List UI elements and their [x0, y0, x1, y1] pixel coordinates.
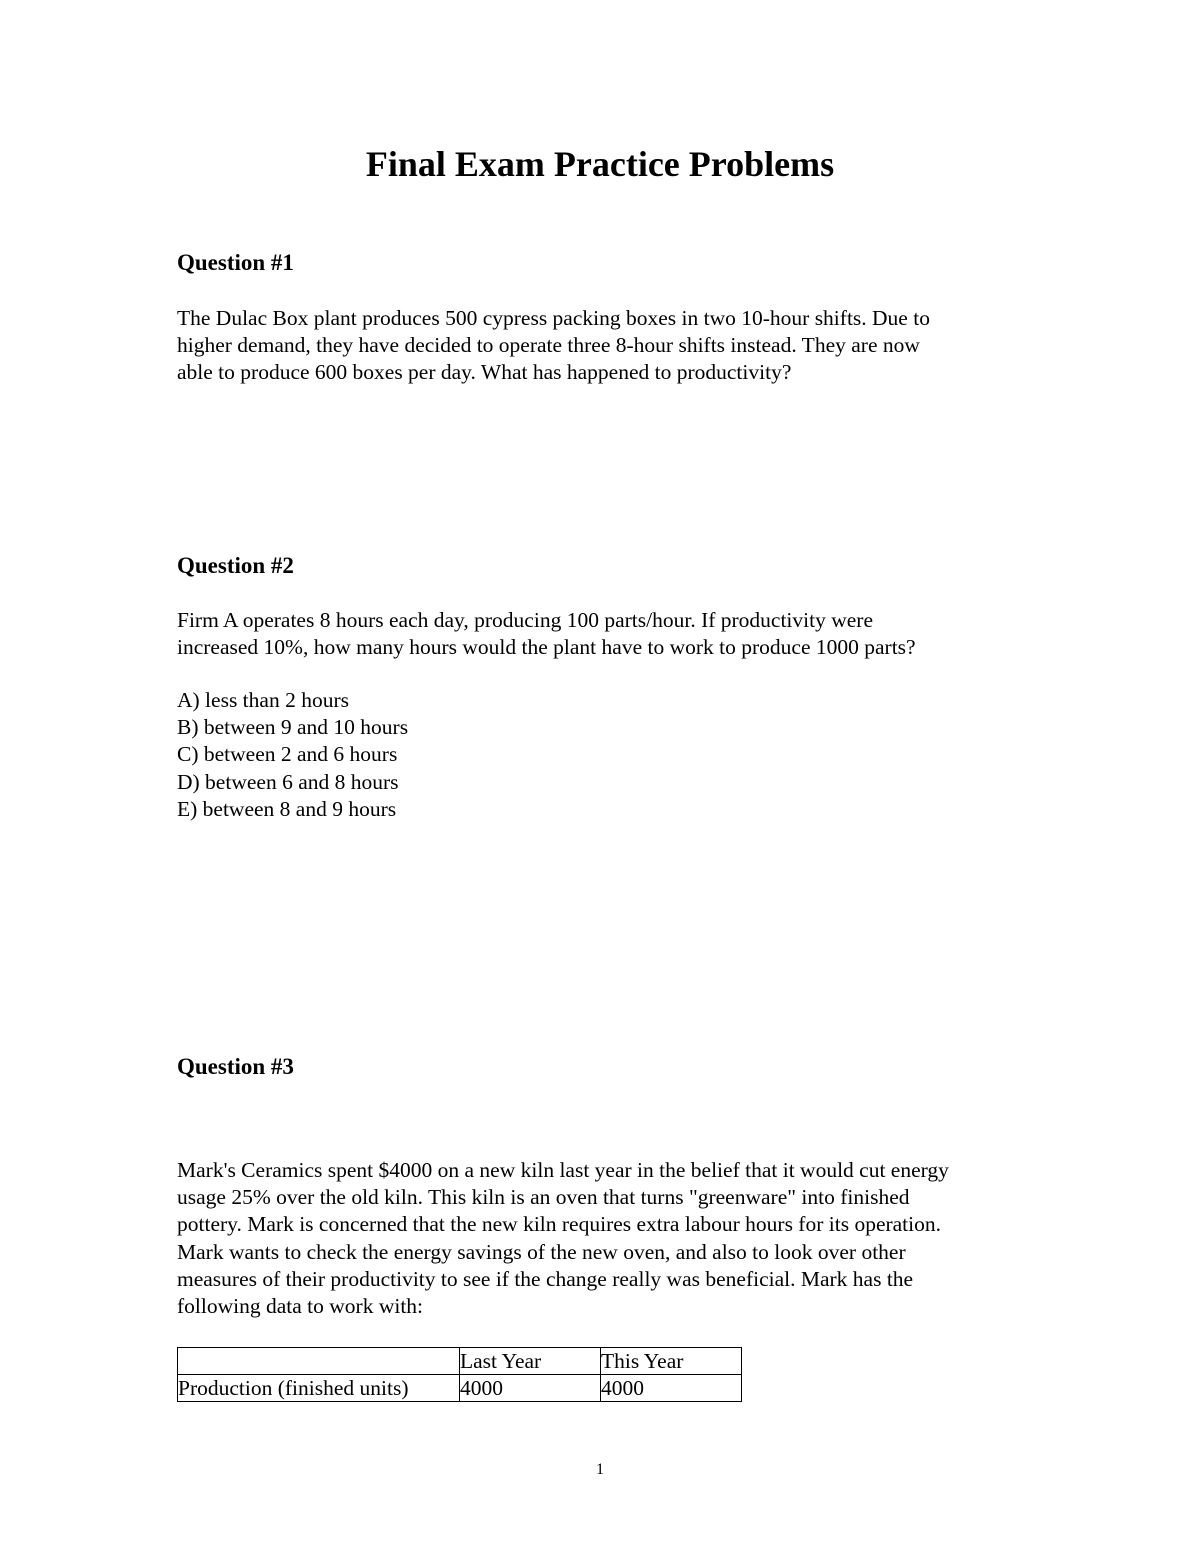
answer-option-e: E) between 8 and 9 hours [177, 796, 397, 821]
question-3-line: pottery. Mark is concerned that the new kiln requires extra labour hours for its operation. [177, 1212, 942, 1237]
answer-option-c: C) between 2 and 6 hours [177, 742, 398, 767]
question-3-line: Mark wants to check the energy savings of the new oven, and also to look over other [177, 1239, 906, 1264]
answer-option-a: A) less than 2 hours [177, 688, 349, 712]
question-1-line: able to produce 600 boxes per day. What has happened to productivity? [177, 360, 792, 385]
table-cell: Production (finished units) [178, 1375, 460, 1402]
table-cell: 4000 [460, 1375, 601, 1402]
table-header-row [178, 1348, 742, 1375]
question-3-line: Mark's Ceramics spent $4000 on a new kiln last year in the belief that it would cut energy [177, 1158, 949, 1182]
production-data-table [177, 1347, 742, 1402]
document-title: Final Exam Practice Problems [365, 144, 835, 184]
answer-option-d: D) between 6 and 8 hours [177, 769, 399, 794]
question-3-line: usage 25% over the old kiln. This kiln is an oven that turns "greenware" into finished [177, 1185, 910, 1210]
table-header-cell: This Year [601, 1348, 742, 1375]
question-1-text [177, 305, 1037, 387]
question-3-line: measures of their productivity to see if the change really was beneficial. Mark has the [177, 1266, 914, 1291]
question-3-line: following data to work with: [177, 1294, 424, 1319]
table-header-cell [178, 1348, 460, 1375]
question-1-heading: Question #1 [177, 250, 294, 275]
question-3-text [177, 1157, 1037, 1320]
question-2-options [177, 687, 408, 823]
answer-option-b: B) between 9 and 10 hours [177, 715, 409, 740]
question-3-heading: Question #3 [177, 1054, 294, 1079]
question-2-text [177, 607, 1037, 661]
table-row [178, 1375, 742, 1402]
question-1-line: The Dulac Box plant produces 500 cypress packing boxes in two 10-hour shifts. Due to [177, 306, 930, 330]
table-cell: 4000 [601, 1375, 742, 1402]
page-number: 1 [596, 1461, 604, 1478]
question-2-line: Firm A operates 8 hours each day, producing 100 parts/hour. If productivity were [177, 608, 873, 632]
question-2-line: increased 10%, how many hours would the plant have to work to produce 1000 parts? [177, 635, 916, 660]
question-2-heading: Question #2 [177, 553, 294, 578]
question-1-line: higher demand, they have decided to operate three 8-hour shifts instead. They are now [177, 333, 920, 358]
table-header-cell: Last Year [460, 1348, 601, 1375]
